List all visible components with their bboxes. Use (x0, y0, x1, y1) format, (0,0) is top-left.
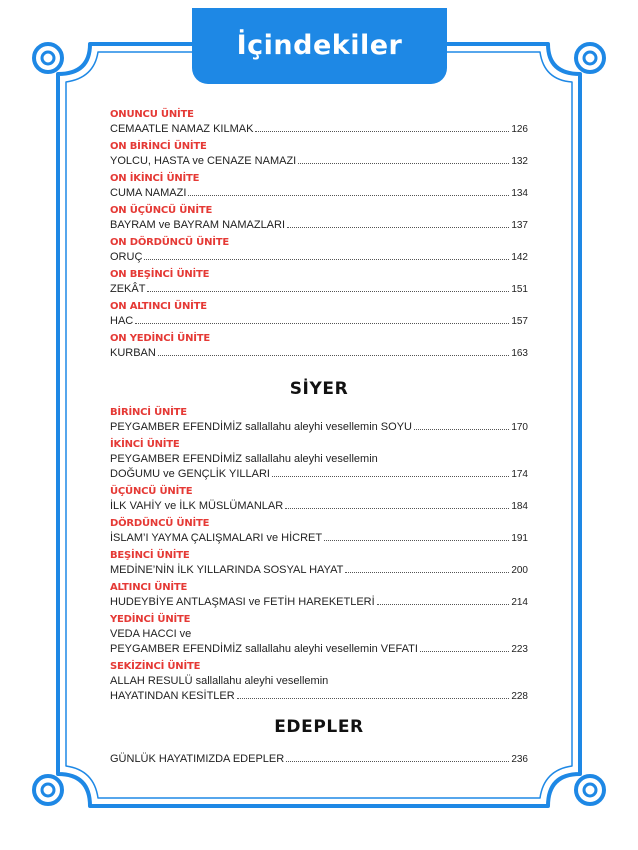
dot-leader (237, 697, 510, 699)
entry-title-row (110, 531, 528, 546)
page-number: 132 (511, 156, 528, 167)
toc-entry[interactable] (110, 660, 528, 704)
entry-title: İSLAM’I YAYMA ÇALIŞMALARI ve HİCRET (110, 532, 323, 544)
unit-label: ON ALTINCI ÜNİTE (110, 301, 207, 312)
dot-leader (188, 194, 509, 196)
entry-title: ORUÇ (110, 251, 143, 263)
dot-leader (298, 162, 509, 164)
toc-entry[interactable] (110, 752, 528, 767)
entry-title-row (110, 314, 528, 329)
page-number: 142 (511, 252, 528, 263)
dot-leader (135, 322, 509, 324)
dot-leader (287, 226, 509, 228)
entry-title-row (110, 563, 528, 578)
title-banner (192, 8, 447, 84)
toc-entry[interactable] (110, 406, 528, 435)
toc-entry[interactable] (110, 204, 528, 233)
page-number: 170 (511, 422, 528, 433)
dot-leader (324, 539, 509, 541)
unit-label: ON BİRİNCİ ÜNİTE (110, 141, 207, 152)
entry-title-row (110, 595, 528, 610)
entry-title-row (110, 752, 528, 767)
dot-leader (144, 258, 509, 260)
unit-label: SEKİZİNCİ ÜNİTE (110, 661, 201, 672)
entry-title-row (110, 420, 528, 435)
toc-entry[interactable] (110, 549, 528, 578)
unit-label: DÖRDÜNCÜ ÜNİTE (110, 518, 210, 529)
entry-title-row (110, 122, 528, 137)
unit-label: ONUNCU ÜNİTE (110, 109, 194, 120)
entry-title-line: ALLAH RESULÜ sallallahu aleyhi vesellemin (110, 675, 329, 687)
entry-title: YOLCU, HASTA ve CENAZE NAMAZI (110, 155, 297, 167)
toc-entry[interactable] (110, 108, 528, 137)
unit-label: ON İKİNCİ ÜNİTE (110, 173, 200, 184)
entry-title-row (110, 689, 528, 704)
unit-label: BEŞİNCİ ÜNİTE (110, 550, 190, 561)
entry-title-line: VEDA HACCI ve (110, 628, 192, 640)
toc-entry[interactable] (110, 438, 528, 482)
entry-title-row (110, 250, 528, 265)
entry-title: HAYATINDAN KESİTLER (110, 690, 235, 702)
entry-title: CEMAATLE NAMAZ KILMAK (110, 123, 254, 135)
dot-leader (255, 130, 509, 132)
unit-label: İKİNCİ ÜNİTE (110, 439, 180, 450)
dot-leader (377, 603, 510, 605)
toc-entry[interactable] (110, 485, 528, 514)
page-number: 134 (511, 188, 528, 199)
dot-leader (420, 650, 509, 652)
entry-title-row (110, 218, 528, 233)
unit-label: YEDİNCİ ÜNİTE (110, 614, 191, 625)
entry-title: ZEKÂT (110, 283, 146, 295)
unit-label: ON BEŞİNCİ ÜNİTE (110, 269, 210, 280)
entry-title: PEYGAMBER EFENDİMİZ sallallahu aleyhi vesellemin SOYU (110, 421, 412, 433)
entry-title: HUDEYBİYE ANTLAŞMASI ve FETİH HAREKETLERİ (110, 596, 375, 608)
section-heading: SİYER (289, 379, 349, 399)
entry-title: KURBAN (110, 347, 156, 359)
unit-label: BİRİNCİ ÜNİTE (110, 407, 187, 418)
entry-title: GÜNLÜK HAYATIMIZDA EDEPLER (110, 753, 285, 765)
page-number: 157 (511, 316, 528, 327)
unit-label: ON DÖRDÜNCÜ ÜNİTE (110, 237, 230, 248)
entry-title: CUMA NAMAZI (110, 187, 187, 199)
toc-entry[interactable] (110, 300, 528, 329)
page-number: 228 (511, 691, 528, 702)
entry-title-row (110, 282, 528, 297)
section-heading: EDEPLER (274, 717, 364, 737)
toc-entry[interactable] (110, 172, 528, 201)
dot-leader (414, 428, 509, 430)
toc-entry[interactable] (110, 140, 528, 169)
dot-leader (286, 760, 509, 762)
entry-title-row (110, 499, 528, 514)
entry-title: PEYGAMBER EFENDİMİZ sallallahu aleyhi vesellemin VEFATI (110, 643, 418, 655)
unit-label: ON ÜÇÜNCÜ ÜNİTE (110, 205, 213, 216)
page-number: 236 (511, 754, 528, 765)
page-number: 174 (511, 469, 528, 480)
entry-title: HAC (110, 315, 134, 327)
dot-leader (345, 571, 509, 573)
dot-leader (158, 354, 509, 356)
page-title: İçindekiler (236, 30, 403, 61)
page-number: 126 (511, 124, 528, 135)
dot-leader (147, 290, 509, 292)
toc-entry[interactable] (110, 332, 528, 361)
entry-title-line: PEYGAMBER EFENDİMİZ sallallahu aleyhi vesellemin (110, 453, 378, 465)
table-of-contents (110, 108, 528, 770)
page-number: 163 (511, 348, 528, 359)
dot-leader (272, 475, 509, 477)
entry-title: BAYRAM ve BAYRAM NAMAZLARI (110, 219, 286, 231)
page-number: 151 (511, 284, 528, 295)
entry-title: MEDİNE’NİN İLK YILLARINDA SOSYAL HAYAT (110, 564, 344, 576)
unit-label: ÜÇÜNCÜ ÜNİTE (110, 486, 193, 497)
unit-label: ALTINCI ÜNİTE (110, 582, 188, 593)
toc-entry[interactable] (110, 517, 528, 546)
entry-title-row (110, 154, 528, 169)
page-number: 214 (511, 597, 528, 608)
entry-title-row (110, 346, 528, 361)
entry-title: DOĞUMU ve GENÇLİK YILLARI (110, 468, 270, 480)
toc-entry[interactable] (110, 613, 528, 657)
entry-title-row (110, 642, 528, 657)
page-number: 184 (511, 501, 528, 512)
toc-entry[interactable] (110, 236, 528, 265)
page-number: 137 (511, 220, 528, 231)
toc-entry[interactable] (110, 268, 528, 297)
page-number: 223 (511, 644, 528, 655)
toc-entry[interactable] (110, 581, 528, 610)
unit-label: ON YEDİNCİ ÜNİTE (110, 333, 211, 344)
entry-title-row (110, 186, 528, 201)
entry-title-row (110, 467, 528, 482)
dot-leader (285, 507, 509, 509)
page-number: 200 (511, 565, 528, 576)
entry-title: İLK VAHİY ve İLK MÜSLÜMANLAR (110, 500, 284, 512)
page-number: 191 (511, 533, 528, 544)
